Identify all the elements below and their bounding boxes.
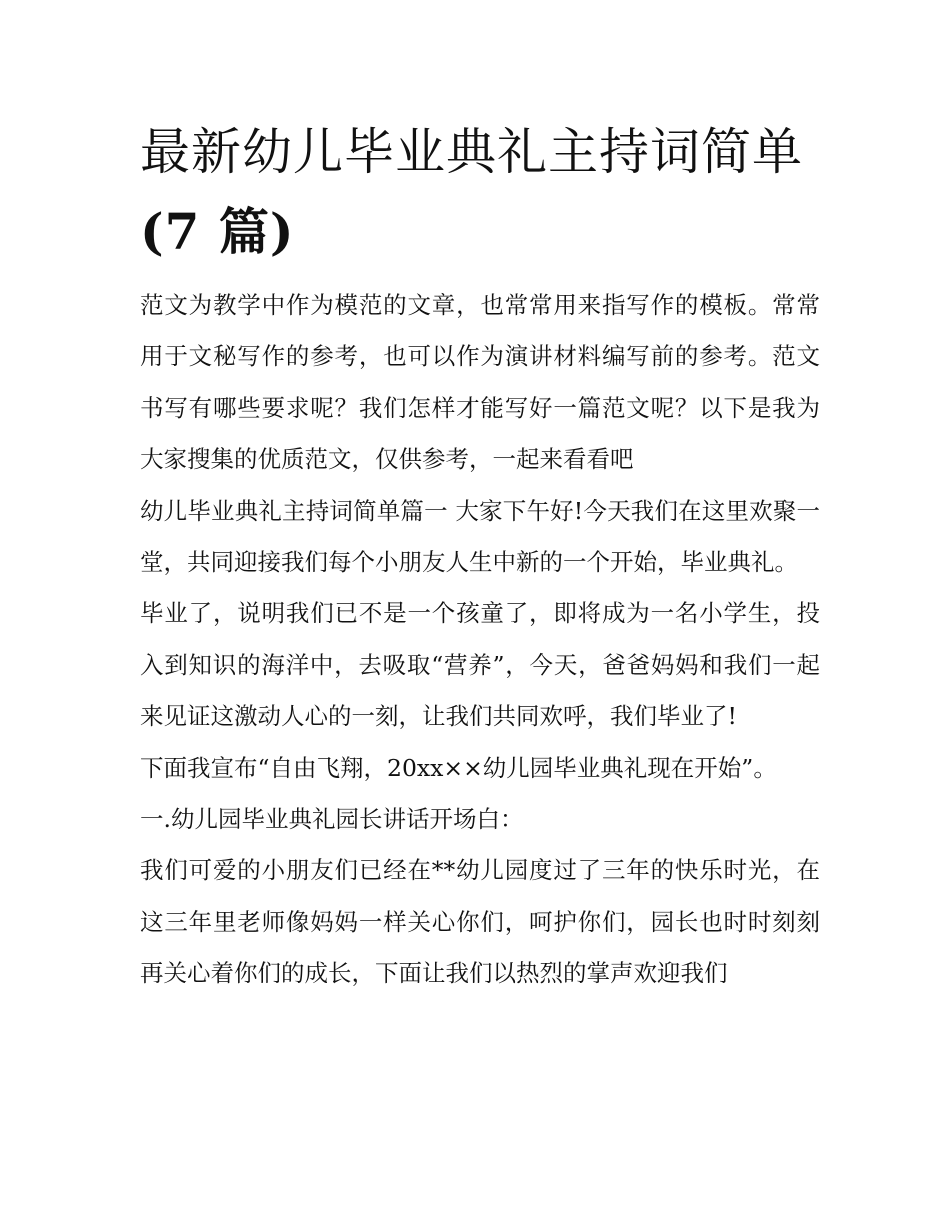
paragraph-section-heading: 一.幼儿园毕业典礼园长讲话开场白： <box>140 805 524 834</box>
document-body <box>140 280 820 1000</box>
paragraph-intro: 范文为教学中作为模范的文章，也常常用来指写作的模板。常常用于文秘写作的参考，也可以作为演讲材料编写前的参考。范文书写有哪些要求呢？我们怎样才能写好一篇范文呢？以下是我为大家搜集的优质范文，仅供参考，一起来看看吧 <box>140 291 820 474</box>
paragraph-announcement: 下面我宣布“自由飞翔，20xx××幼儿园毕业典礼现在开始”。 <box>140 753 777 782</box>
title-main: 最新幼儿毕业典礼主持词简单 <box>140 123 803 181</box>
paragraph-graduation: 毕业了，说明我们已不是一个孩童了，即将成为一名小学生，投入到知识的海洋中，去吸取“营养”，今天，爸爸妈妈和我们一起来见证这激动人心的一刻，让我们共同欢呼，我们毕业了! <box>140 599 820 731</box>
document-title <box>140 112 820 272</box>
paragraph-principal: 我们可爱的小朋友们已经在**幼儿园度过了三年的快乐时光，在这三年里老师像妈妈一样关心你们，呵护你们，园长也时时刻刻再关心着你们的成长，下面让我们以热烈的掌声欢迎我们 <box>140 856 820 988</box>
title-count: (7 篇) <box>140 202 295 261</box>
paragraph-opening: 幼儿毕业典礼主持词简单篇一 大家下午好!今天我们在这里欢聚一堂，共同迎接我们每个小朋友人生中新的一个开始，毕业典礼。 <box>140 496 820 577</box>
